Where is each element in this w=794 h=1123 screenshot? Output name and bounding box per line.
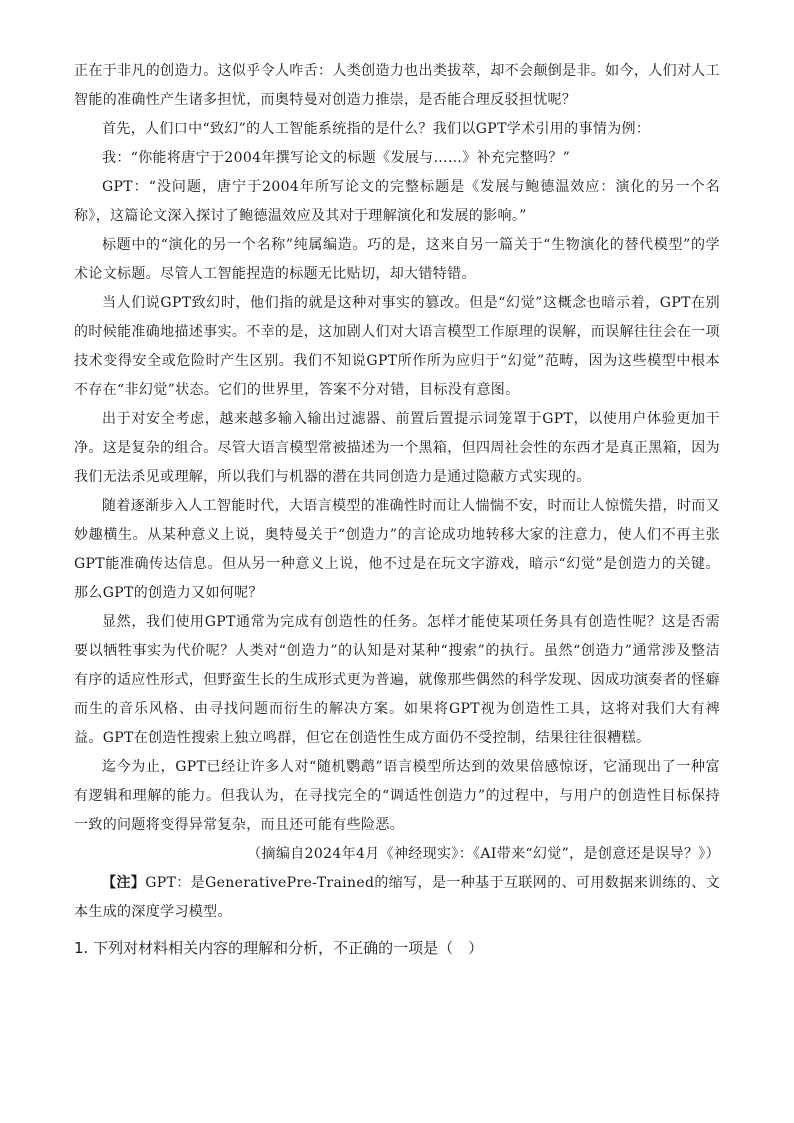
paragraph-8: 随着逐渐步入人工智能时代，大语言模型的准确性时而让人惴惴不安，时而让人惊慌失措，时而又妙趣横生。从某种意义上说，奥特曼关于“创造力”的言论成功地转移大家的注意力，使人们不再主张GPT能准确传达信息。但从另一种意义上说，他不过是在玩文字游戏，暗示“幻觉”是创造力的关键。那么GPT的创造力又如何呢？: [74, 498, 720, 601]
source-citation: （摘编自2024年4月《神经现实》：《AI带来“幻觉”，是创意还是误导？》）: [247, 846, 720, 862]
footnote-tag: 【注】: [102, 875, 146, 891]
paragraph-1: 正在于非凡的创造力。这似乎令人咋舌：人类创造力也出类拔萃，却不会颠倒是非。如今，人们对人工智能的准确性产生诸多担忧，而奥特曼对创造力推崇，是否能合理反驳担忧呢？: [74, 63, 720, 108]
paragraph-6: 当人们说GPT致幻时，他们指的就是这种对事实的篡改。但是“幻觉”这概念也暗示着，GPT在别的时候能准确地描述事实。不幸的是，这加剧人们对大语言模型工作原理的误解，而误解往往会在一项技术变得安全或危险时产生区别。我们不知说GPT所作所为应归于“幻觉”范畴，因为这些模型中根本不存在“非幻觉”状态。它们的世界里，答案不分对错，目标没有意图。: [74, 295, 720, 398]
paragraph-4: GPT：“没问题，唐宁于2004年所写论文的完整标题是《发展与鲍德温效应：演化的另一个名称》，这篇论文深入探讨了鲍德温效应及其对于理解演化和发展的影响。”: [74, 179, 720, 224]
paragraph-5: 标题中的“演化的另一个名称”纯属编造。巧的是，这来自另一篇关于“生物演化的替代模型”的学术论文标题。尽管人工智能捏造的标题无比贴切，却大错特错。: [74, 237, 720, 282]
paragraph-3: 我：“你能将唐宁于2004年撰写论文的标题《发展与……》补充完整吗？”: [102, 150, 571, 166]
footnote-text: GPT：是GenerativePre-Trained的缩写，是一种基于互联网的、可用数据来训练的、文本生成的深度学习模型。: [74, 875, 720, 920]
paragraph-9: 显然，我们使用GPT通常为完成有创造性的任务。怎样才能使某项任务具有创造性呢？这是否需要以牺牲事实为代价呢？人类对“创造力”的认知是对某种“搜索”的执行。虽然“创造力”通常涉及整洁有序的适应性形式，但野蛮生长的生成形式更为普遍，就像那些偶然的科学发现、因成功演奏者的怪癖而生的音乐风格、由寻找问题而衍生的解决方案。如果将GPT视为创造性工具，这将对我们大有裨益。GPT在创造性搜索上独立鸣群，但它在创造性生成方面仍不受控制，结果往往很糟糕。: [74, 614, 720, 746]
footnote: [74, 869, 720, 927]
question-1-stem: 1. 下列对材料相关内容的理解和分析，不正确的一项是（ ）: [74, 939, 484, 957]
paragraph-10: 迄今为止，GPT已经让许多人对“随机鹦鹉”语言模型所达到的效果倍感惊讶，它涌现出了一种富有逻辑和理解的能力。但我认为，在寻找完全的“调适性创造力”的过程中，与用户的创造性目标保持一致的问题将变得异常复杂，而且还可能有些险恶。: [74, 759, 720, 833]
paragraph-2: 首先，人们口中“致幻”的人工智能系统指的是什么？我们以GPT学术引用的事情为例：: [102, 121, 651, 137]
article-body: [74, 57, 720, 840]
paragraph-7: 出于对安全考虑，越来越多输入输出过滤器、前置后置提示词笼罩于GPT，以使用户体验更加干净。这是复杂的组合。尽管大语言模型常被描述为一个黑箱，但四周社会性的东西才是真正黑箱，因为我们无法杀见或理解，所以我们与机器的潜在共同创造力是通过隐蔽方式实现的。: [74, 411, 720, 485]
